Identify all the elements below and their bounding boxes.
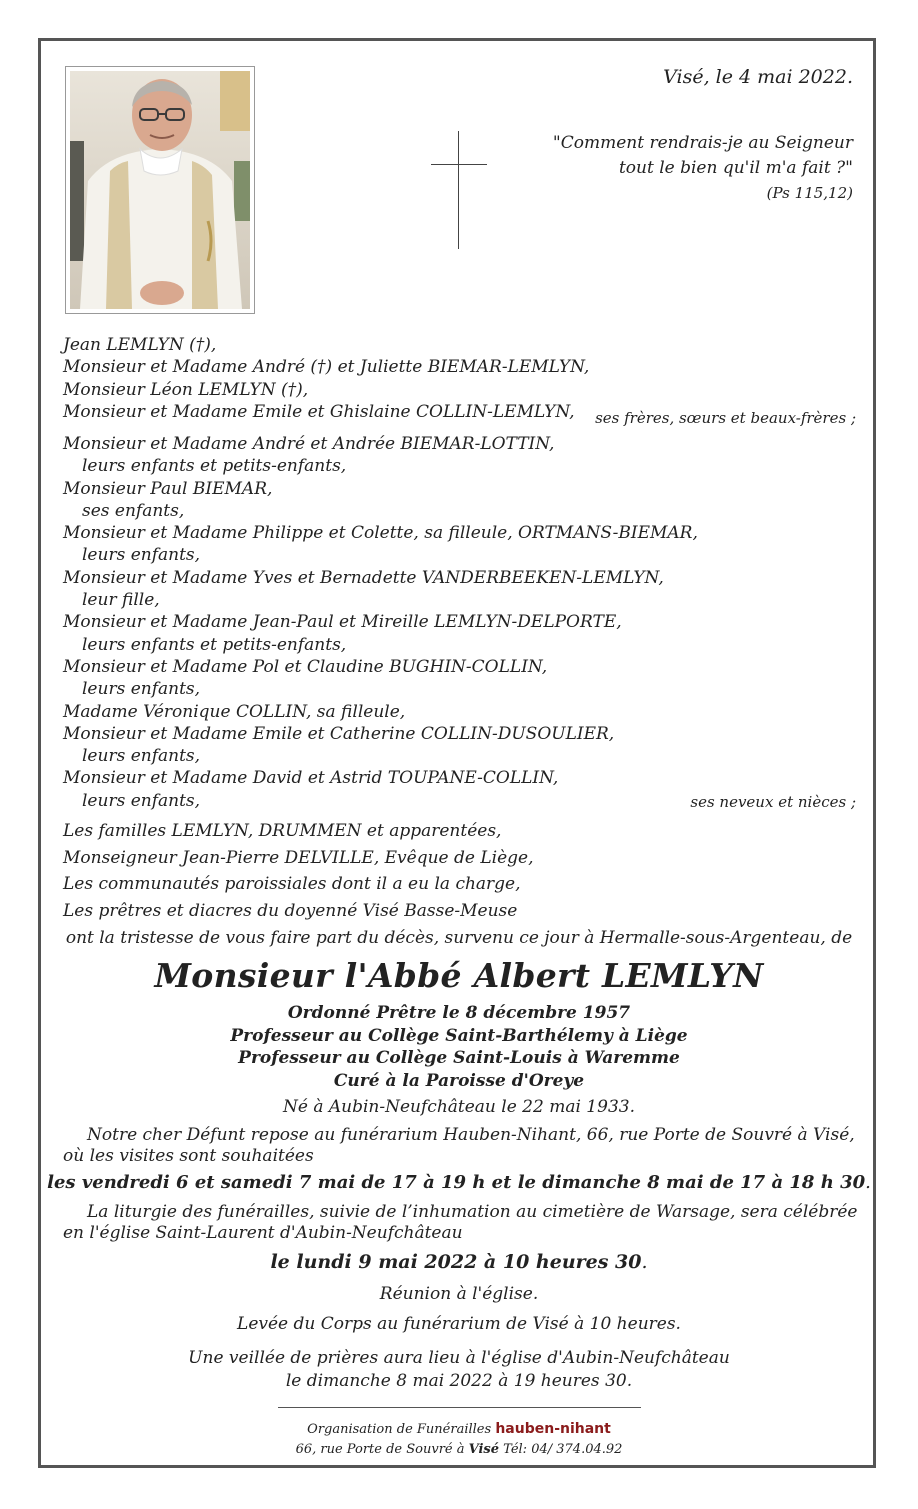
siblings-list — [63, 334, 589, 423]
list-item: Monsieur et Madame Emile et Catherine COLLIN-DUSOULIER, — [63, 723, 615, 744]
vigil-line-2: le dimanche 8 mai 2022 à 19 heures 30. — [285, 1371, 633, 1391]
visit-times: les vendredi 6 et samedi 7 mai de 17 à 19 h et le dimanche 8 mai de 17 à 18 h 30 — [47, 1172, 866, 1193]
vigil-info — [0, 1347, 918, 1393]
list-item: Monsieur et Madame David et Astrid TOUPANE-COLLIN, — [63, 768, 559, 789]
nephews-list — [63, 433, 698, 812]
deceased-photo — [65, 66, 255, 314]
quote-reference: (Ps 115,12) — [766, 184, 853, 202]
notice-date: Visé, le 4 mai 2022. — [663, 66, 853, 88]
visit-line-1: Notre cher Défunt repose au funérarium Hauben-Nihant, 66, rue Porte de Souvré à Visé, — [87, 1125, 855, 1145]
siblings-note: ses frères, sœurs et beaux-frères ; — [595, 409, 856, 427]
list-item: Les prêtres et diacres du doyenné Visé Basse-Meuse — [63, 901, 518, 922]
visit-times-row: les vendredi 6 et samedi 7 mai de 17 à 19 h et le dimanche 8 mai de 17 à 18 h 30. — [47, 1172, 871, 1193]
others-list — [63, 818, 534, 925]
list-item: leurs enfants et petits-enfants, — [82, 456, 347, 477]
cross-icon-bar — [431, 164, 487, 165]
liturgy-line-2: en l'église Saint-Laurent d'Aubin-Neufchâteau — [63, 1223, 463, 1243]
levee-info: Levée du Corps au funérarium de Visé à 10 heures. — [237, 1314, 681, 1334]
title-line: Ordonné Prêtre le 8 décembre 1957 — [287, 1003, 631, 1023]
footer — [0, 1419, 918, 1460]
list-item: leurs enfants, — [82, 790, 201, 811]
list-item: Monsieur et Madame Emile et Ghislaine COLLIN-LEMLYN, — [63, 401, 575, 422]
birth-info: Né à Aubin-Neufchâteau le 22 mai 1933. — [283, 1097, 635, 1117]
meeting-info: Réunion à l'église. — [379, 1284, 539, 1304]
list-item: Monsieur et Madame Jean-Paul et Mireille LEMLYN-DELPORTE, — [63, 612, 622, 633]
liturgy-line-1: La liturgie des funérailles, suivie de l’inhumation au cimetière de Warsage, sera célébrée — [87, 1202, 858, 1222]
list-item: leurs enfants et petits-enfants, — [82, 634, 347, 655]
list-item: Madame Véronique COLLIN, sa filleule, — [63, 701, 406, 722]
footer-phone: Tél: 04/ 374.04.92 — [503, 1442, 623, 1457]
list-item: Monsieur et Madame Pol et Claudine BUGHIN-COLLIN, — [63, 656, 548, 677]
list-item: Monsieur et Madame André et Andrée BIEMAR-LOTTIN, — [63, 434, 555, 454]
brand-logo: hauben-nihant — [495, 1421, 611, 1437]
liturgy-paragraph — [63, 1202, 858, 1244]
deceased-titles — [0, 1002, 918, 1092]
funeral-date: le lundi 9 mai 2022 à 10 heures 30 — [270, 1251, 642, 1273]
list-item: Monsieur et Madame Yves et Bernadette VANDERBEEKEN-LEMLYN, — [63, 567, 664, 588]
quote-line-2: tout le bien qu'il m'a fait ?" — [618, 158, 853, 178]
nephews-note: ses neveux et nièces ; — [690, 793, 856, 811]
list-item: Monsieur et Madame Philippe et Colette, sa filleule, ORTMANS-BIEMAR, — [63, 523, 698, 544]
quote-line-1: "Comment rendrais-je au Seigneur — [552, 133, 853, 153]
list-item: leurs enfants, — [82, 746, 201, 767]
vigil-line-1: Une veillée de prières aura lieu à l'église d'Aubin-Neufchâteau — [188, 1348, 730, 1368]
org-label: Organisation de Funérailles — [307, 1422, 492, 1437]
footer-divider — [278, 1407, 641, 1408]
title-line: Professeur au Collège Saint-Louis à Waremme — [238, 1048, 680, 1068]
title-line: Curé à la Paroisse d'Oreye — [333, 1070, 585, 1091]
visit-paragraph — [63, 1125, 858, 1167]
list-item: Les communautés paroissiales dont il a eu la charge, — [63, 874, 521, 895]
list-item: Les familles LEMLYN, DRUMMEN et apparentées, — [63, 821, 502, 841]
list-item: leurs enfants, — [82, 545, 201, 566]
bible-quote — [553, 131, 853, 181]
list-item: Monsieur Léon LEMLYN (†), — [63, 379, 309, 400]
cross-icon — [458, 131, 459, 249]
list-item: Jean LEMLYN (†), — [63, 335, 217, 355]
deceased-name: Monsieur l'Abbé Albert LEMLYN — [154, 956, 764, 995]
list-item: Monsieur Paul BIEMAR, — [63, 478, 273, 499]
footer-city: Visé — [468, 1442, 500, 1457]
list-item: leur fille, — [82, 590, 160, 611]
list-item: ses enfants, — [82, 500, 185, 521]
list-item: leurs enfants, — [82, 679, 201, 700]
visit-line-2: où les visites sont souhaitées — [63, 1146, 314, 1166]
title-line: Professeur au Collège Saint-Barthélemy à Liège — [230, 1025, 688, 1046]
footer-address: 66, rue Porte de Souvré à — [295, 1442, 465, 1457]
funeral-date-row: le lundi 9 mai 2022 à 10 heures 30. — [270, 1251, 648, 1273]
announcement: ont la tristesse de vous faire part du décès, survenu ce jour à Hermalle-sous-Argenteau, de — [65, 928, 853, 948]
list-item: Monseigneur Jean-Pierre DELVILLE, Evêque de Liège, — [63, 847, 534, 868]
list-item: Monsieur et Madame André (†) et Juliette BIEMAR-LEMLYN, — [63, 357, 590, 378]
